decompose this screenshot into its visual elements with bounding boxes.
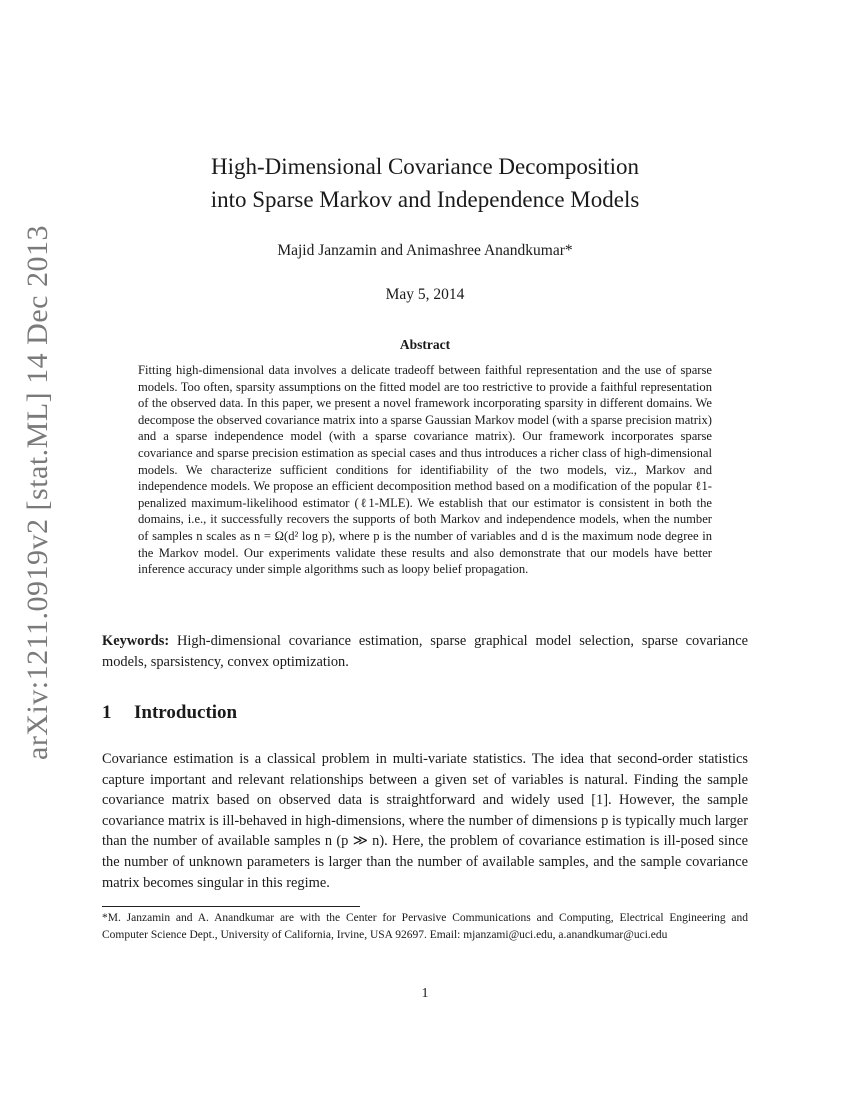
author-list: Majid Janzamin and Animashree Anandkumar* <box>277 242 573 259</box>
keywords-label: Keywords: <box>102 633 170 649</box>
section-heading <box>102 702 237 724</box>
paper-title <box>0 150 850 216</box>
abstract-text: Fitting high-dimensional data involves a delicate tradeoff between faithful representation and the use of sparse models. Too often, sparsity assumptions on the fitted model are too restrictive to provide a faithful representation of the observed data. In this paper, we present a novel framework incorporating sparsity in different domains. We decompose the observed covariance matrix into a sparse Gaussian Markov model (with a sparse precision matrix) and a sparse independence model (with a sparse covariance matrix). Our framework incorporates sparse covariance and sparse precision estimation as special cases and thus introduces a richer class of high-dimensional models. We characterize sufficient conditions for identifiability of the two models, viz., Markov and independence models. We propose an efficient decomposition method based on a modification of the popular ℓ1-penalized maximum-likelihood estimator (ℓ1-MLE). We establish that our estimator is consistent in both the domains, i.e., it successfully recovers the supports of both Markov and independence models, when the number of samples n scales as n = Ω(d² log p), where p is the number of variables and d is the maximum node degree in the Markov model. Our experiments validate these results and also demonstrate that our models have better inference accuracy under simple algorithms such as loopy belief propagation. <box>138 363 712 577</box>
publication-date: May 5, 2014 <box>385 286 465 303</box>
section-number: 1 <box>102 702 112 723</box>
page-number: 1 <box>421 986 429 1001</box>
author-footnote: *M. Janzamin and A. Anandkumar are with the Center for Pervasive Communications and Computing, Electrical Engineering and Computer Science Dept., University of California, Irvine, USA 92697. Email: mjanzami@uci.edu, a.anandkumar@uci.edu <box>102 912 748 941</box>
section-title: Introduction <box>134 702 238 723</box>
arxiv-identifier: arXiv:1211.0919v2 [stat.ML] 14 Dec 2013 <box>21 225 54 760</box>
abstract-heading: Abstract <box>399 337 451 352</box>
keywords-text: High-dimensional covariance estimation, sparse graphical model selection, sparse covariance models, sparsistency, convex optimization. <box>102 633 748 670</box>
introduction-paragraph: Covariance estimation is a classical problem in multi-variate statistics. The idea that second-order statistics capture important and relevant relationships between a given set of variables is natural. Finding the sample covariance matrix based on observed data is straightforward and widely used [1]. However, the sample covariance matrix is ill-behaved in high-dimensions, where the number of dimensions p is typically much larger than the number of available samples n (p ≫ n). Here, the problem of covariance estimation is ill-posed since the number of unknown parameters is larger than the number of available samples, and the sample covariance matrix becomes singular in this regime. <box>102 751 748 891</box>
title-line-1: High-Dimensional Covariance Decomposition <box>211 154 639 179</box>
title-line-2: into Sparse Markov and Independence Models <box>210 187 640 212</box>
footnote-divider <box>102 906 360 907</box>
keywords-paragraph <box>102 631 748 673</box>
